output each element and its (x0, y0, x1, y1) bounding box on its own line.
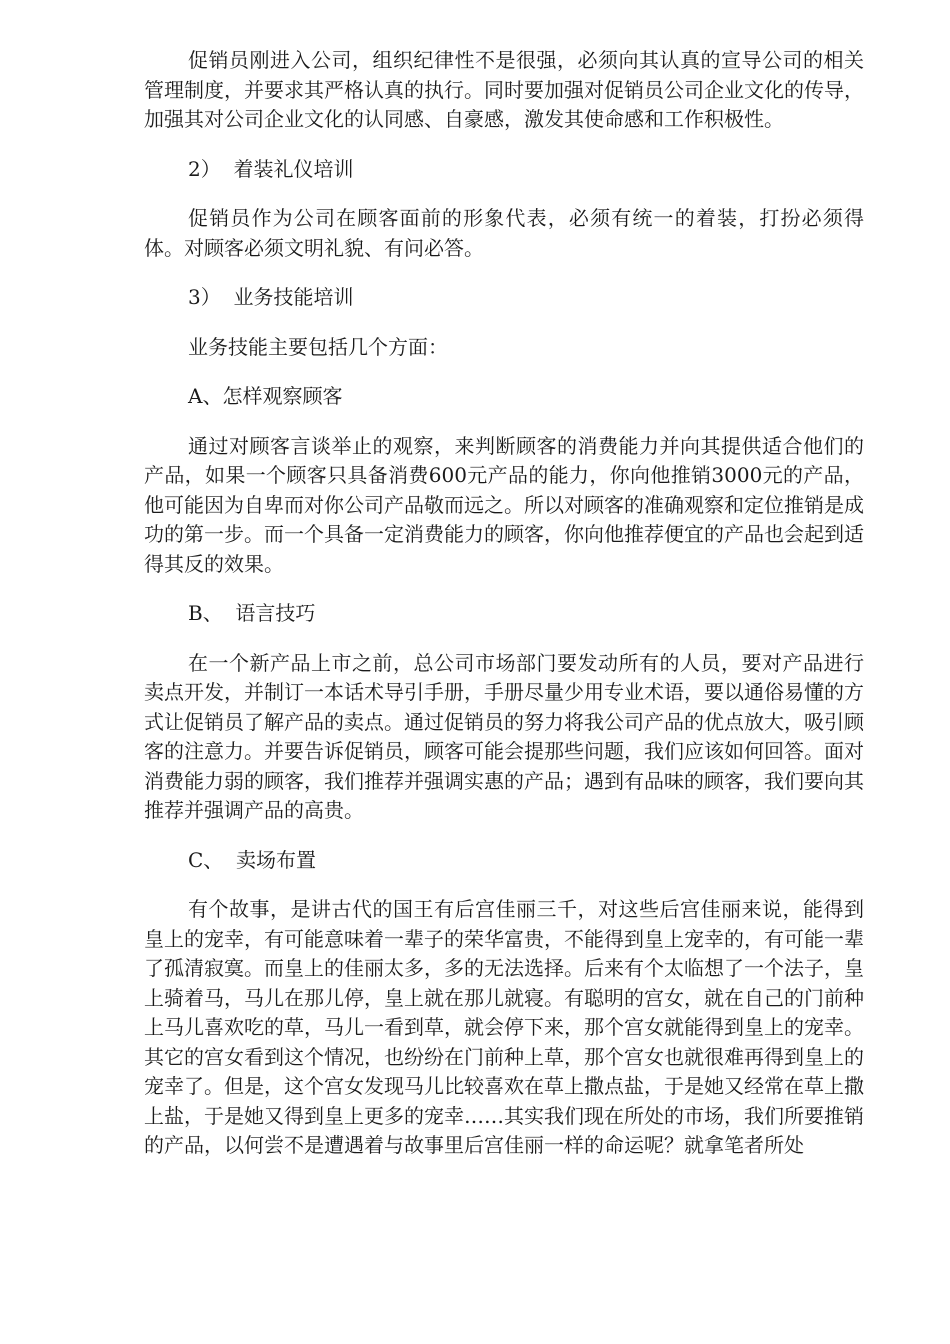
heading-store-layout: C、 卖场布置 (188, 847, 317, 872)
paragraph-language-skills: 在一个新产品上市之前，总公司市场部门要发动所有的人员，要对产品进行卖点开发，并制订一本话术导引手册，手册尽量少用专业术语，要以通俗易懂的方式让促销员了解产品的卖点。通过促销员的努力将我公司产品的优点放大，吸引顾客的注意力。并要告诉促销员，顾客可能会提那些问题，我们应该如何回答。面对消费能力弱的顾客，我们推荐并强调实惠的产品；遇到有品味的顾客，我们要向其推荐并强调产品的高贵。 (144, 650, 864, 822)
paragraph-dress-etiquette: 促销员作为公司在顾客面前的形象代表，必须有统一的着装，打扮必须得体。对顾客必须文明礼貌、有问必答。 (144, 206, 864, 260)
heading-business-skills: 3） 业务技能培训 (188, 285, 354, 309)
paragraph-store-layout-story: 有个故事，是讲古代的国王有后宫佳丽三千，对这些后宫佳丽来说，能得到皇上的宠幸，有可能意味着一辈子的荣华富贵，不能得到皇上宠幸的，有可能一辈了孤清寂寞。而皇上的佳丽太多，多的无法选择。后来有个太临想了一个法子，皇上骑着马，马儿在那儿停，皇上就在那儿就寝。有聪明的宫女，就在自己的门前种上马儿喜欢吃的草，马儿一看到草，就会停下来，那个宫女就能得到皇上的宠幸。其它的宫女看到这个情况，也纷纷在门前种上草，那个宫女也就很难再得到皇上的宠幸了。但是，这个宫女发现马儿比较喜欢在草上撒点盐，于是她又经常在草上撒上盐，于是她又得到皇上更多的宠幸……其实我们现在所处的市场，我们所要推销的产品，以何尝不是遭遇着与故事里后宫佳丽一样的命运呢？就拿笔者所处 (144, 897, 864, 1157)
heading-language-skills: B、 语言技巧 (188, 601, 316, 625)
heading-dress-etiquette: 2） 着装礼仪培训 (188, 156, 354, 181)
heading-observe-customers: A、怎样观察顾客 (188, 384, 343, 408)
paragraph-discipline-training: 促销员刚进入公司，组织纪律性不是很强，必须向其认真的宣导公司的相关管理制度，并要求其严格认真的执行。同时要加强对促销员公司企业文化的传导，加强其对公司企业文化的认同感、自豪感，激发其使命感和工作积极性。 (144, 48, 864, 131)
paragraph-observe-customers: 通过对顾客言谈举止的观察，来判断顾客的消费能力并向其提供适合他们的产品，如果一个顾客只具备消费600元产品的能力，你向他推销3000元的产品，他可能因为自卑而对你公司产品敬而远之。所以对顾客的准确观察和定位推销是成功的第一步。而一个具备一定消费能力的顾客，你向他推荐便宜的产品也会起到适得其反的效果。 (144, 433, 864, 576)
document-page (144, 46, 864, 1181)
paragraph-skills-intro: 业务技能主要包括几个方面： (188, 334, 448, 359)
